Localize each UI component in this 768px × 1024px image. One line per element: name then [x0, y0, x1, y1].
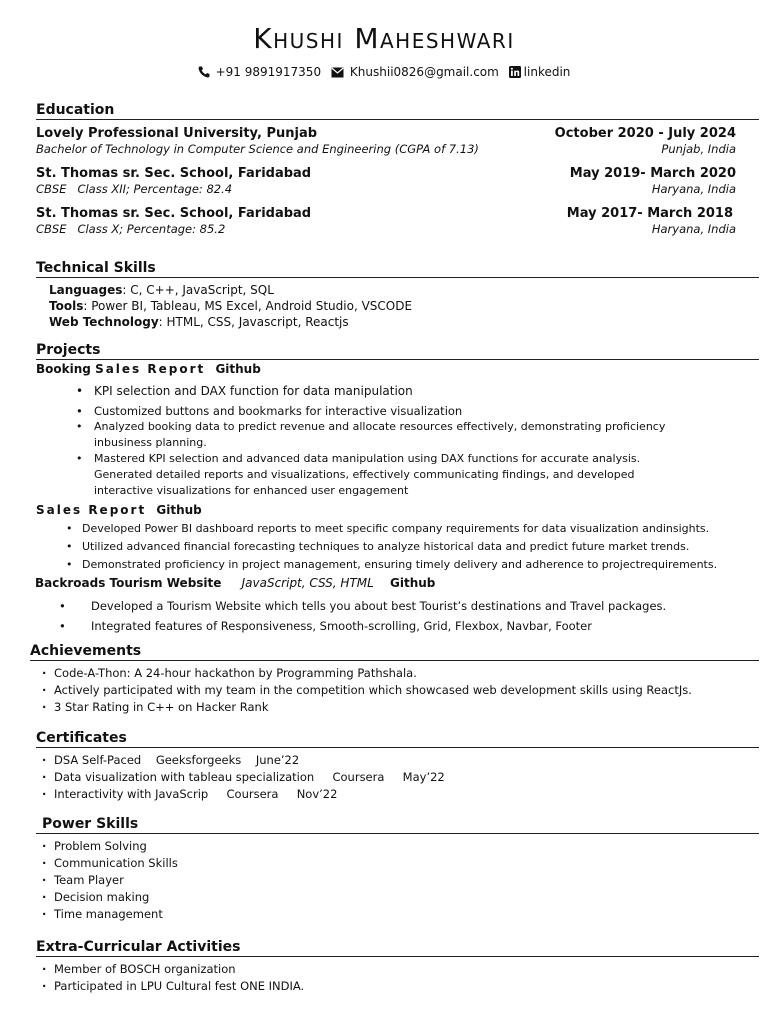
degree-detail: CBSE Class X; Percentage: 85.2: [36, 222, 226, 236]
phone-icon: [198, 66, 210, 81]
list-item: • Integrated features of Responsiveness, Smooth-scrolling, Grid, Flexbox, Navbar, Footer: [55, 616, 758, 636]
edu-dates: May 2019- March 2020: [569, 166, 736, 181]
project-bullets: [72, 382, 759, 467]
certificates-heading: Certificates: [36, 730, 759, 748]
list-item: • Analyzed booking data to predict revenue and allocate resources effectively, demonstrating proficiency inbusiness planning.: [72, 419, 674, 451]
degree-detail: CBSE Class XII; Percentage: 82.4: [36, 182, 233, 196]
project-title: Booking Sales Report Github: [36, 362, 261, 376]
education-item-1: [36, 126, 736, 156]
project-bullets: [55, 596, 758, 636]
list-item: • KPI selection and DAX function for data manipulation: [72, 382, 759, 400]
list-item: • Customized buttons and bookmarks for interactive visualization: [72, 403, 759, 419]
school-name: Lovely Professional University, Punjab: [36, 126, 318, 141]
achievements-list: [30, 665, 759, 716]
extracurricular-section: [36, 939, 759, 995]
github-link[interactable]: Github: [156, 503, 202, 517]
list-item: · Actively participated with my team in the competition which showcased web development skills using ReactJs.: [30, 682, 759, 699]
project-booking-sales: [36, 362, 759, 499]
projects-section: [36, 342, 759, 360]
list-item: · Communication Skills: [30, 855, 759, 872]
skills-section: [36, 260, 759, 330]
github-link[interactable]: Github: [215, 362, 261, 376]
education-section: [36, 102, 759, 120]
list-item: · Code-A-Thon: A 24-hour hackathon by Programming Pathshala.: [30, 665, 759, 682]
email-link[interactable]: Khushii0826@gmail.com: [349, 65, 499, 79]
list-item: · 3 Star Rating in C++ on Hacker Rank: [30, 699, 759, 716]
list-item: · Interactivity with JavaScrip Coursera Nov’22: [30, 786, 759, 803]
project-title: Sales Report Github: [36, 503, 202, 517]
edu-dates: May 2017- March 2018: [566, 206, 733, 221]
contact-line: [0, 65, 768, 81]
achievements-section: [30, 643, 759, 716]
languages-line: Languages: C, C++, JavaScript, SQL: [49, 283, 274, 297]
project-sales-report: [36, 503, 759, 574]
achievements-heading: Achievements: [30, 643, 759, 661]
list-item: • Developed a Tourism Website which tells you about best Tourist’s destinations and Travel packages.: [55, 596, 758, 616]
skills-heading: Technical Skills: [36, 260, 759, 278]
edu-location: Haryana, India: [651, 222, 736, 236]
project-backroads: [35, 576, 758, 636]
project-title: Backroads Tourism Website JavaScript, CSS, HTML Github: [35, 576, 436, 590]
list-item: • Mastered KPI selection and advanced data manipulation using DAX functions for accurate analysis.: [72, 451, 759, 467]
school-name: St. Thomas sr. Sec. School, Faridabad: [36, 206, 312, 221]
edu-location: Haryana, India: [651, 182, 736, 196]
extracurricular-heading: Extra-Curricular Activities: [36, 939, 759, 957]
power-skills-heading: Power Skills: [36, 816, 759, 834]
linkedin-icon: [509, 66, 521, 81]
list-item: · Problem Solving: [30, 838, 759, 855]
web-tech-line: Web Technology: HTML, CSS, Javascript, Reactjs: [49, 315, 349, 329]
school-name: St. Thomas sr. Sec. School, Faridabad: [36, 166, 312, 181]
list-item: · Time management: [30, 906, 759, 923]
linkedin-link[interactable]: linkedin: [523, 65, 571, 79]
tools-line: Tools: Power BI, Tableau, MS Excel, Android Studio, VSCODE: [49, 299, 413, 313]
certificates-section: [36, 730, 759, 803]
list-item: · Team Player: [30, 872, 759, 889]
edu-location: Punjab, India: [661, 142, 736, 156]
list-item: • Developed Power BI dashboard reports to meet specific company requirements for data visualization andinsights.: [62, 520, 759, 538]
education-heading: Education: [36, 102, 759, 120]
list-item: · Member of BOSCH organization: [30, 961, 759, 978]
list-item: · Participated in LPU Cultural fest ONE INDIA.: [30, 978, 759, 995]
education-item-3: [36, 206, 736, 236]
list-item: • Utilized advanced financial forecasting techniques to analyze historical data and predict future market trends.: [62, 538, 759, 556]
project-bullets: [62, 520, 759, 574]
edu-dates: October 2020 - July 2024: [554, 126, 736, 141]
project-bullet-continuation: Generated detailed reports and visualizations, effectively communicating findings, and developed interactive visualizations for enhanced user engagement: [94, 468, 635, 497]
project-tech: JavaScript, CSS, HTML: [241, 576, 374, 590]
phone-number: +91 9891917350: [215, 65, 322, 79]
degree-detail: Bachelor of Technology in Computer Science and Engineering (CGPA of 7.13): [36, 142, 479, 156]
education-item-2: [36, 166, 736, 196]
list-item: · Decision making: [30, 889, 759, 906]
email-icon: [331, 67, 344, 81]
github-link[interactable]: Github: [390, 576, 436, 590]
candidate-name: Khushi Maheshwari: [253, 22, 515, 55]
certificates-list: [30, 752, 759, 803]
list-item: · DSA Self-Paced Geeksforgeeks June’22: [30, 752, 759, 769]
extracurricular-list: [30, 961, 759, 995]
power-skills-section: [36, 816, 759, 923]
list-item: • Demonstrated proficiency in project management, ensuring timely delivery and adherence to projectrequirements.: [62, 556, 759, 574]
power-skills-list: [30, 838, 759, 923]
list-item: · Data visualization with tableau specialization Coursera May’22: [30, 769, 759, 786]
projects-heading: Projects: [36, 342, 759, 360]
